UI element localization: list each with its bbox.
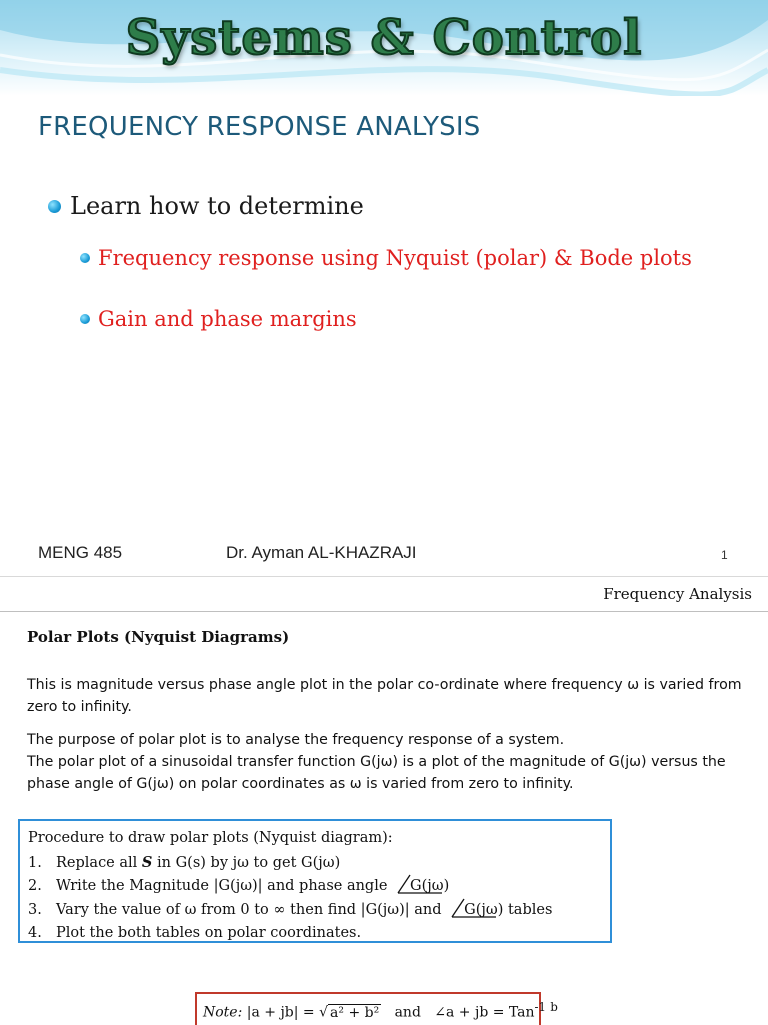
procedure-box <box>18 819 612 943</box>
step-text: Plot the both tables on polar coordinates. <box>56 925 362 941</box>
procedure-title: Procedure to draw polar plots (Nyquist diagram): <box>28 830 393 846</box>
procedure-step-1 <box>28 851 602 876</box>
step-number: 1. <box>28 854 42 871</box>
procedure-step-4 <box>28 922 602 946</box>
sub-bullet-text: Gain and phase margins <box>98 307 357 331</box>
paragraph-purpose <box>27 729 751 795</box>
slide-header: Frequency Analysis <box>603 585 752 603</box>
step-number: 3. <box>28 901 42 918</box>
presentation-title: Systems & Control <box>125 10 643 66</box>
note-conjunction: and <box>394 1004 421 1021</box>
bullet-main-text: Learn how to determine <box>70 192 364 220</box>
note-formula-box: Note: |a + jb| = √ a² + b² and ∠a + jb = Tan$^{-1}$ $^b$ <box>195 992 541 1025</box>
phase-angle-symbol <box>450 899 503 923</box>
step-tail: tables <box>507 901 553 918</box>
bullet-main <box>48 192 364 220</box>
procedure-step-3 <box>28 899 602 923</box>
slide-2 <box>0 576 768 1025</box>
header-divider <box>0 611 768 612</box>
sub-bullet-1 <box>80 246 692 270</box>
angle-label: G(jω) <box>464 901 504 918</box>
bullet-dot-icon <box>48 200 61 213</box>
step-text: Vary the value of ω from 0 to ∞ then find |G(jω)| and <box>56 901 442 918</box>
phase-angle-symbol <box>396 875 449 899</box>
step-text: Replace all <box>56 854 142 871</box>
step-number: 2. <box>28 878 42 894</box>
step-text: in G(s) by jω to get G(jω) <box>152 854 341 871</box>
step-text: Write the Magnitude |G(jω)| and phase angle <box>56 878 388 894</box>
angle-expression: ∠a + jb = Tan <box>434 1004 535 1021</box>
step-number: 4. <box>28 925 42 941</box>
section-title: Polar Plots (Nyquist Diagrams) <box>27 628 290 646</box>
sub-bullet-text: Frequency response using Nyquist (polar) & Bode plots <box>98 246 692 270</box>
slide-subtitle: FREQUENCY RESPONSE ANALYSIS <box>38 112 481 142</box>
footer-page-number: 1 <box>721 548 728 562</box>
fraction-numerator: b <box>550 1000 558 1014</box>
bullet-dot-icon <box>80 253 90 263</box>
step-italic: S <box>141 853 153 871</box>
sub-bullet-2 <box>80 307 357 331</box>
inverse-superscript: -1 <box>534 1000 546 1014</box>
footer-course: MENG 485 <box>38 543 123 562</box>
footer-author: Dr. Ayman AL-KHAZRAJI <box>226 543 417 562</box>
magnitude-lhs: |a + jb| = <box>246 1004 315 1021</box>
bullet-dot-icon <box>80 314 90 324</box>
paragraph-definition: This is magnitude versus phase angle plot in the polar co-ordinate where frequency ω is varied from zero to infinity. <box>27 677 742 715</box>
angle-label: G(jω) <box>410 878 450 894</box>
procedure-step-2 <box>28 875 602 899</box>
note-label: Note: <box>203 1004 243 1021</box>
magnitude-radicand: a² + b² <box>330 1004 380 1021</box>
purpose-line: The purpose of polar plot is to analyse the frequency response of a system. <box>27 732 565 748</box>
angle-icon <box>450 897 498 919</box>
title-banner <box>0 0 768 96</box>
polar-plot-description: The polar plot of a sinusoidal transfer function G(jω) is a plot of the magnitude of G(jω) versus the phase angle of G(jω) on polar coordinates as ω is varied from zero to infinity. <box>27 754 726 792</box>
angle-icon <box>396 873 444 895</box>
